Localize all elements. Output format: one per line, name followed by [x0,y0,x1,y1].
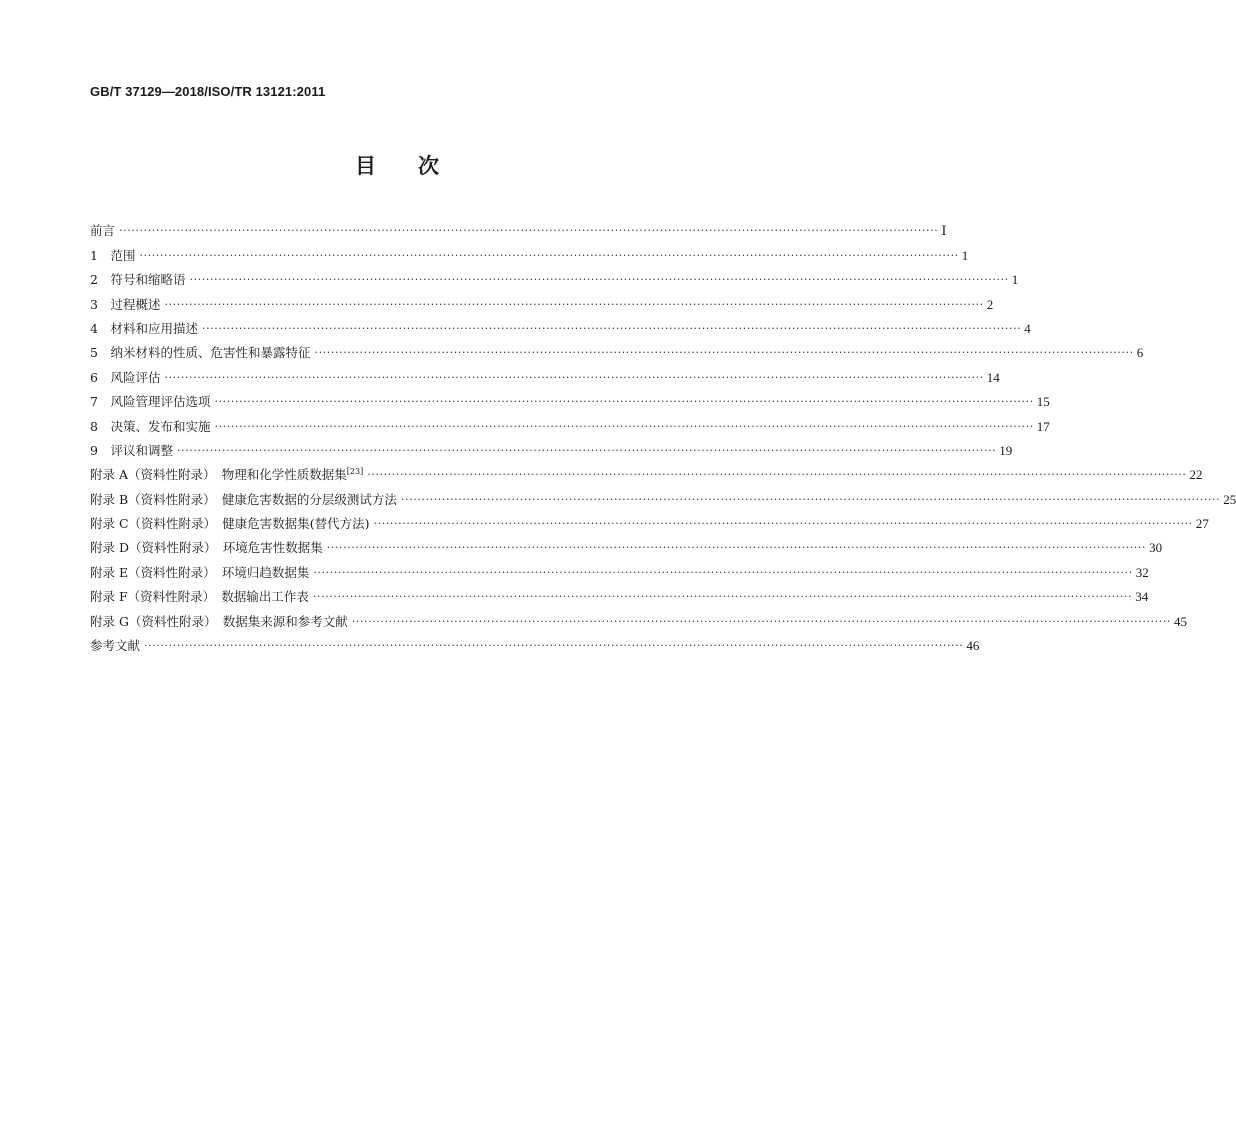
toc-entry-page: 34 [1135,589,1149,605]
toc-entry[interactable] [90,410,1050,434]
toc-dot-leader: ········································································································································································································ [214,395,1034,409]
toc-entry-label-text: 附录 A（资料性附录） 物理和化学性质数据集 [90,467,347,483]
toc-dot-leader: ········································································································································································································ [312,590,1133,604]
toc-entry[interactable] [90,630,980,654]
toc-entry-label [90,297,160,313]
toc-entry-page: Ⅰ [941,223,947,239]
toc-entry[interactable] [90,459,1203,483]
toc-entry-label [90,467,363,483]
table-of-contents [90,215,1236,654]
toc-title-left: 目 [355,153,376,178]
toc-entry-label-text: 附录 D（资料性附录） 环境危害性数据集 [90,540,323,556]
toc-entry-label-text: 8 决策、发布和实施 [90,418,211,434]
toc-entry-label [90,565,309,581]
toc-entry[interactable] [90,581,1149,605]
toc-entry-page: 46 [966,638,980,654]
toc-dot-leader: ········································································································································································································ [373,517,1193,531]
toc-entry[interactable] [90,605,1188,629]
toc-entry-label-text: 9 评议和调整 [90,442,173,458]
toc-entry[interactable] [90,239,969,263]
toc-entry-page: 27 [1195,516,1209,532]
toc-entry-label [90,638,140,654]
toc-entry-page: 17 [1036,418,1050,434]
toc-dot-leader: ········································································································································································································ [144,639,964,653]
toc-entry-label [90,370,160,386]
toc-entry-page: 19 [999,442,1013,458]
toc-entry-page: 45 [1174,613,1188,629]
toc-entry-label [90,223,115,239]
toc-dot-leader: ········································································································································································································ [313,565,1133,579]
toc-entry-label-text: 附录 F（资料性附录） 数据输出工作表 [90,589,309,605]
toc-entry[interactable] [90,508,1209,532]
toc-entry[interactable] [90,483,1236,507]
toc-entry-label-text: 7 风险管理评估选项 [90,394,211,410]
toc-entry-label-text: 附录 G（资料性附录） 数据集来源和参考文献 [90,613,348,629]
standard-code-header: GB/T 37129—2018/ISO/TR 13121:2011 [90,84,326,99]
toc-entry[interactable] [90,532,1163,556]
toc-dot-leader: ········································································································································································································ [351,614,1172,628]
toc-entry-page: 4 [1024,320,1031,336]
toc-entry-page: 25 [1223,491,1236,507]
toc-entry[interactable] [90,264,1019,288]
toc-entry-page: 6 [1136,345,1144,361]
toc-dot-leader: ········································································································································································································ [400,492,1221,506]
toc-entry-label-text: 参考文献 [90,638,141,654]
toc-dot-leader: ········································································································································································································ [139,248,959,262]
toc-entry-label-text: 前言 [90,223,116,239]
toc-entry-page: 22 [1189,467,1203,483]
toc-entry-label [90,419,210,435]
toc-entry-label [90,540,323,556]
toc-entry-label [90,321,198,337]
toc-entry[interactable] [90,556,1149,580]
toc-dot-leader: ········································································································································································································ [326,541,1147,555]
toc-entry[interactable] [90,215,947,239]
toc-entry-page: 1 [1011,272,1019,288]
toc-entry-label [90,589,309,605]
toc-entry-label-text: 附录 C（资料性附录） 健康危害数据集(替代方法) [90,516,370,532]
toc-entry-label [90,492,397,508]
toc-entry[interactable] [90,313,1031,337]
toc-entry-label-text: 附录 B（资料性附录） 健康危害数据的分层级测试方法 [90,491,397,507]
toc-entry[interactable] [90,435,1013,459]
toc-entry-page: 15 [1036,394,1050,410]
toc-title-right: 次 [418,153,439,178]
toc-dot-leader: ········································································································································································································ [214,419,1034,433]
toc-entry-label [90,272,185,288]
toc-dot-leader: ········································································································································································································ [314,346,1134,360]
toc-entry[interactable] [90,386,1050,410]
toc-entry-label [90,516,370,532]
toc-dot-leader: ········································································································································································································ [201,321,1022,335]
toc-entry[interactable] [90,361,1000,385]
toc-entry-page: 30 [1149,540,1163,556]
toc-entry-label [90,248,135,264]
toc-entry-label [90,614,348,630]
toc-entry-reference: [23] [346,467,364,477]
toc-entry-label-text: 2 符号和缩略语 [90,272,186,288]
toc-dot-leader: ········································································································································································································ [164,297,984,311]
toc-entry[interactable] [90,288,994,312]
toc-entry-label-text: 附录 E（资料性附录） 环境归趋数据集 [90,564,310,580]
toc-dot-leader: ········································································································································································································ [176,443,997,457]
toc-entry-label-text: 5 纳米材料的性质、危害性和暴露特征 [90,345,311,361]
toc-entry-page: 32 [1135,564,1149,580]
toc-entry-label [90,345,310,361]
toc-entry-label-text: 1 范围 [90,247,136,263]
toc-entry-page: 14 [986,369,1000,385]
toc-dot-leader: ········································································································································································································ [164,370,984,384]
toc-dot-leader: ········································································································································································································ [367,468,1187,482]
toc-entry[interactable] [90,337,1144,361]
toc-entry-label-text: 4 材料和应用描述 [90,320,198,336]
toc-entry-page: 2 [986,296,994,312]
toc-dot-leader: ········································································································································································································ [189,273,1009,287]
toc-dot-leader: ········································································································································································································ [119,224,939,238]
toc-title [0,150,794,180]
toc-entry-label [90,443,173,459]
toc-entry-label-text: 3 过程概述 [90,296,161,312]
toc-entry-label-text: 6 风险评估 [90,369,161,385]
toc-entry-label [90,394,210,410]
toc-entry-page: 1 [961,247,969,263]
